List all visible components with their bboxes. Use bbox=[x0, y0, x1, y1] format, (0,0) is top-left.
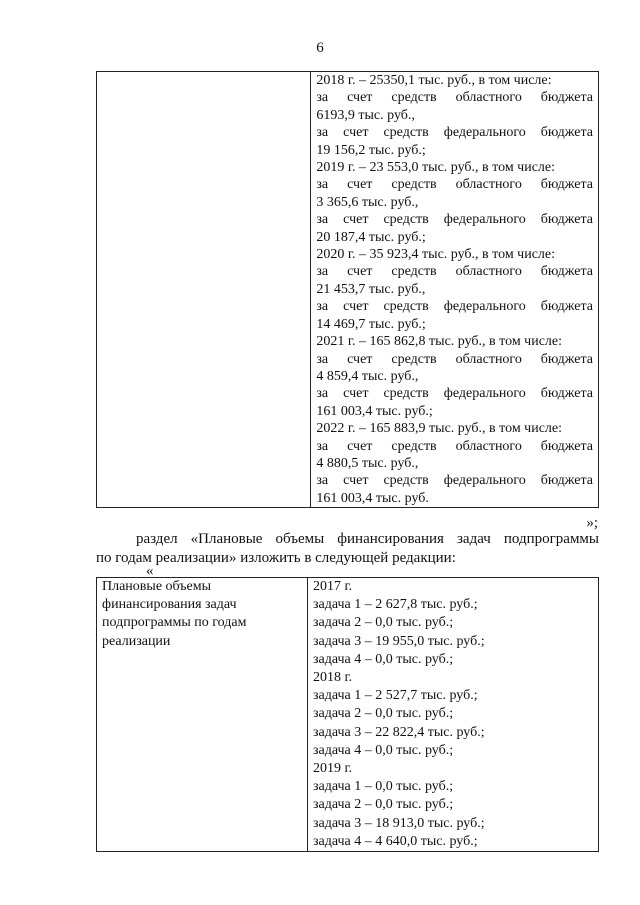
text-line: за счет средств федерального бюджета bbox=[316, 386, 593, 402]
funding-table-continued bbox=[96, 71, 599, 508]
text-line: за счет средств федерального бюджета bbox=[316, 473, 593, 489]
text-line: 3 365,6 тыс. руб., bbox=[316, 194, 419, 210]
text-line: задача 3 – 19 955,0 тыс. руб.; bbox=[312, 633, 485, 649]
text-line: задача 1 – 2 627,8 тыс. руб.; bbox=[312, 597, 478, 613]
text-line: финансирования задач bbox=[102, 597, 237, 613]
text-line: 2020 г. – 35 923,4 тыс. руб., в том числе: bbox=[316, 247, 556, 263]
text-line: задача 2 – 0,0 тыс. руб.; bbox=[312, 615, 454, 631]
paragraph-line-2 bbox=[96, 549, 599, 568]
paragraph-text: раздел «Плановые объемы финансирования задач подпрограммы bbox=[136, 531, 599, 547]
paragraph-text: по годам реализации» изложить в следующей редакции: bbox=[96, 550, 456, 566]
text-line: 20 187,4 тыс. руб.; bbox=[316, 229, 426, 245]
text-line: 2017 г. bbox=[312, 579, 353, 594]
table-right-cell bbox=[307, 578, 598, 852]
table-row bbox=[97, 578, 599, 852]
text-line: задача 2 – 0,0 тыс. руб.; bbox=[312, 797, 454, 813]
text-line: 2021 г. – 165 862,8 тыс. руб., в том числе: bbox=[316, 334, 563, 350]
text-line: за счет средств областного бюджета bbox=[316, 177, 593, 193]
text-line: подпрограммы по годам bbox=[102, 615, 247, 631]
table-left-cell bbox=[97, 72, 311, 508]
text-line: 2019 г. bbox=[312, 761, 353, 777]
text-line: за счет средств федерального бюджета bbox=[316, 212, 593, 228]
closing-quote: »; bbox=[586, 515, 598, 531]
text-line: 4 859,4 тыс. руб., bbox=[316, 368, 419, 384]
text-line: за счет средств областного бюджета bbox=[316, 351, 593, 367]
text-line: 2019 г. – 23 553,0 тыс. руб., в том числе: bbox=[316, 160, 556, 176]
page-number: 6 bbox=[316, 40, 324, 56]
text-line: 21 453,7 тыс. руб., bbox=[316, 281, 426, 297]
text-line: за счет средств областного бюджета bbox=[316, 438, 593, 454]
text-line: 14 469,7 тыс. руб.; bbox=[316, 316, 426, 332]
text-line: 6193,9 тыс. руб., bbox=[316, 107, 415, 123]
table-left-cell bbox=[97, 578, 308, 852]
text-line: задача 4 – 0,0 тыс. руб.; bbox=[312, 651, 454, 667]
text-line: 161 003,4 тыс. руб.; bbox=[316, 403, 433, 419]
text-line: 2018 г. bbox=[312, 670, 353, 686]
text-line: задача 3 – 22 822,4 тыс. руб.; bbox=[312, 724, 485, 740]
text-line: задача 2 – 0,0 тыс. руб.; bbox=[312, 706, 454, 722]
text-line: за счет средств областного бюджета bbox=[316, 90, 593, 106]
text-line: реализации bbox=[102, 633, 171, 649]
text-line: 19 156,2 тыс. руб.; bbox=[316, 142, 426, 158]
table-row bbox=[97, 72, 599, 508]
text-line: задача 3 – 18 913,0 тыс. руб.; bbox=[312, 815, 485, 831]
text-line: за счет средств областного бюджета bbox=[316, 264, 593, 280]
text-line: Плановые объемы bbox=[102, 579, 212, 594]
text-line: за счет средств федерального бюджета bbox=[316, 125, 593, 141]
opening-quote: « bbox=[146, 563, 154, 579]
text-line: 161 003,4 тыс. руб. bbox=[316, 490, 429, 506]
text-line: задача 1 – 2 527,7 тыс. руб.; bbox=[312, 688, 478, 704]
text-line: задача 1 – 0,0 тыс. руб.; bbox=[312, 779, 454, 795]
planned-funding-table bbox=[96, 577, 599, 852]
text-line: 4 880,5 тыс. руб., bbox=[316, 455, 419, 471]
text-line: задача 4 – 0,0 тыс. руб.; bbox=[312, 742, 454, 758]
text-line: 2018 г. – 25350,1 тыс. руб., в том числе: bbox=[316, 73, 552, 88]
text-line: задача 4 – 4 640,0 тыс. руб.; bbox=[312, 833, 478, 849]
paragraph-line-1 bbox=[96, 530, 599, 549]
table-right-cell bbox=[311, 72, 599, 508]
text-line: за счет средств федерального бюджета bbox=[316, 299, 593, 315]
text-line: 2022 г. – 165 883,9 тыс. руб., в том числе: bbox=[316, 421, 563, 437]
